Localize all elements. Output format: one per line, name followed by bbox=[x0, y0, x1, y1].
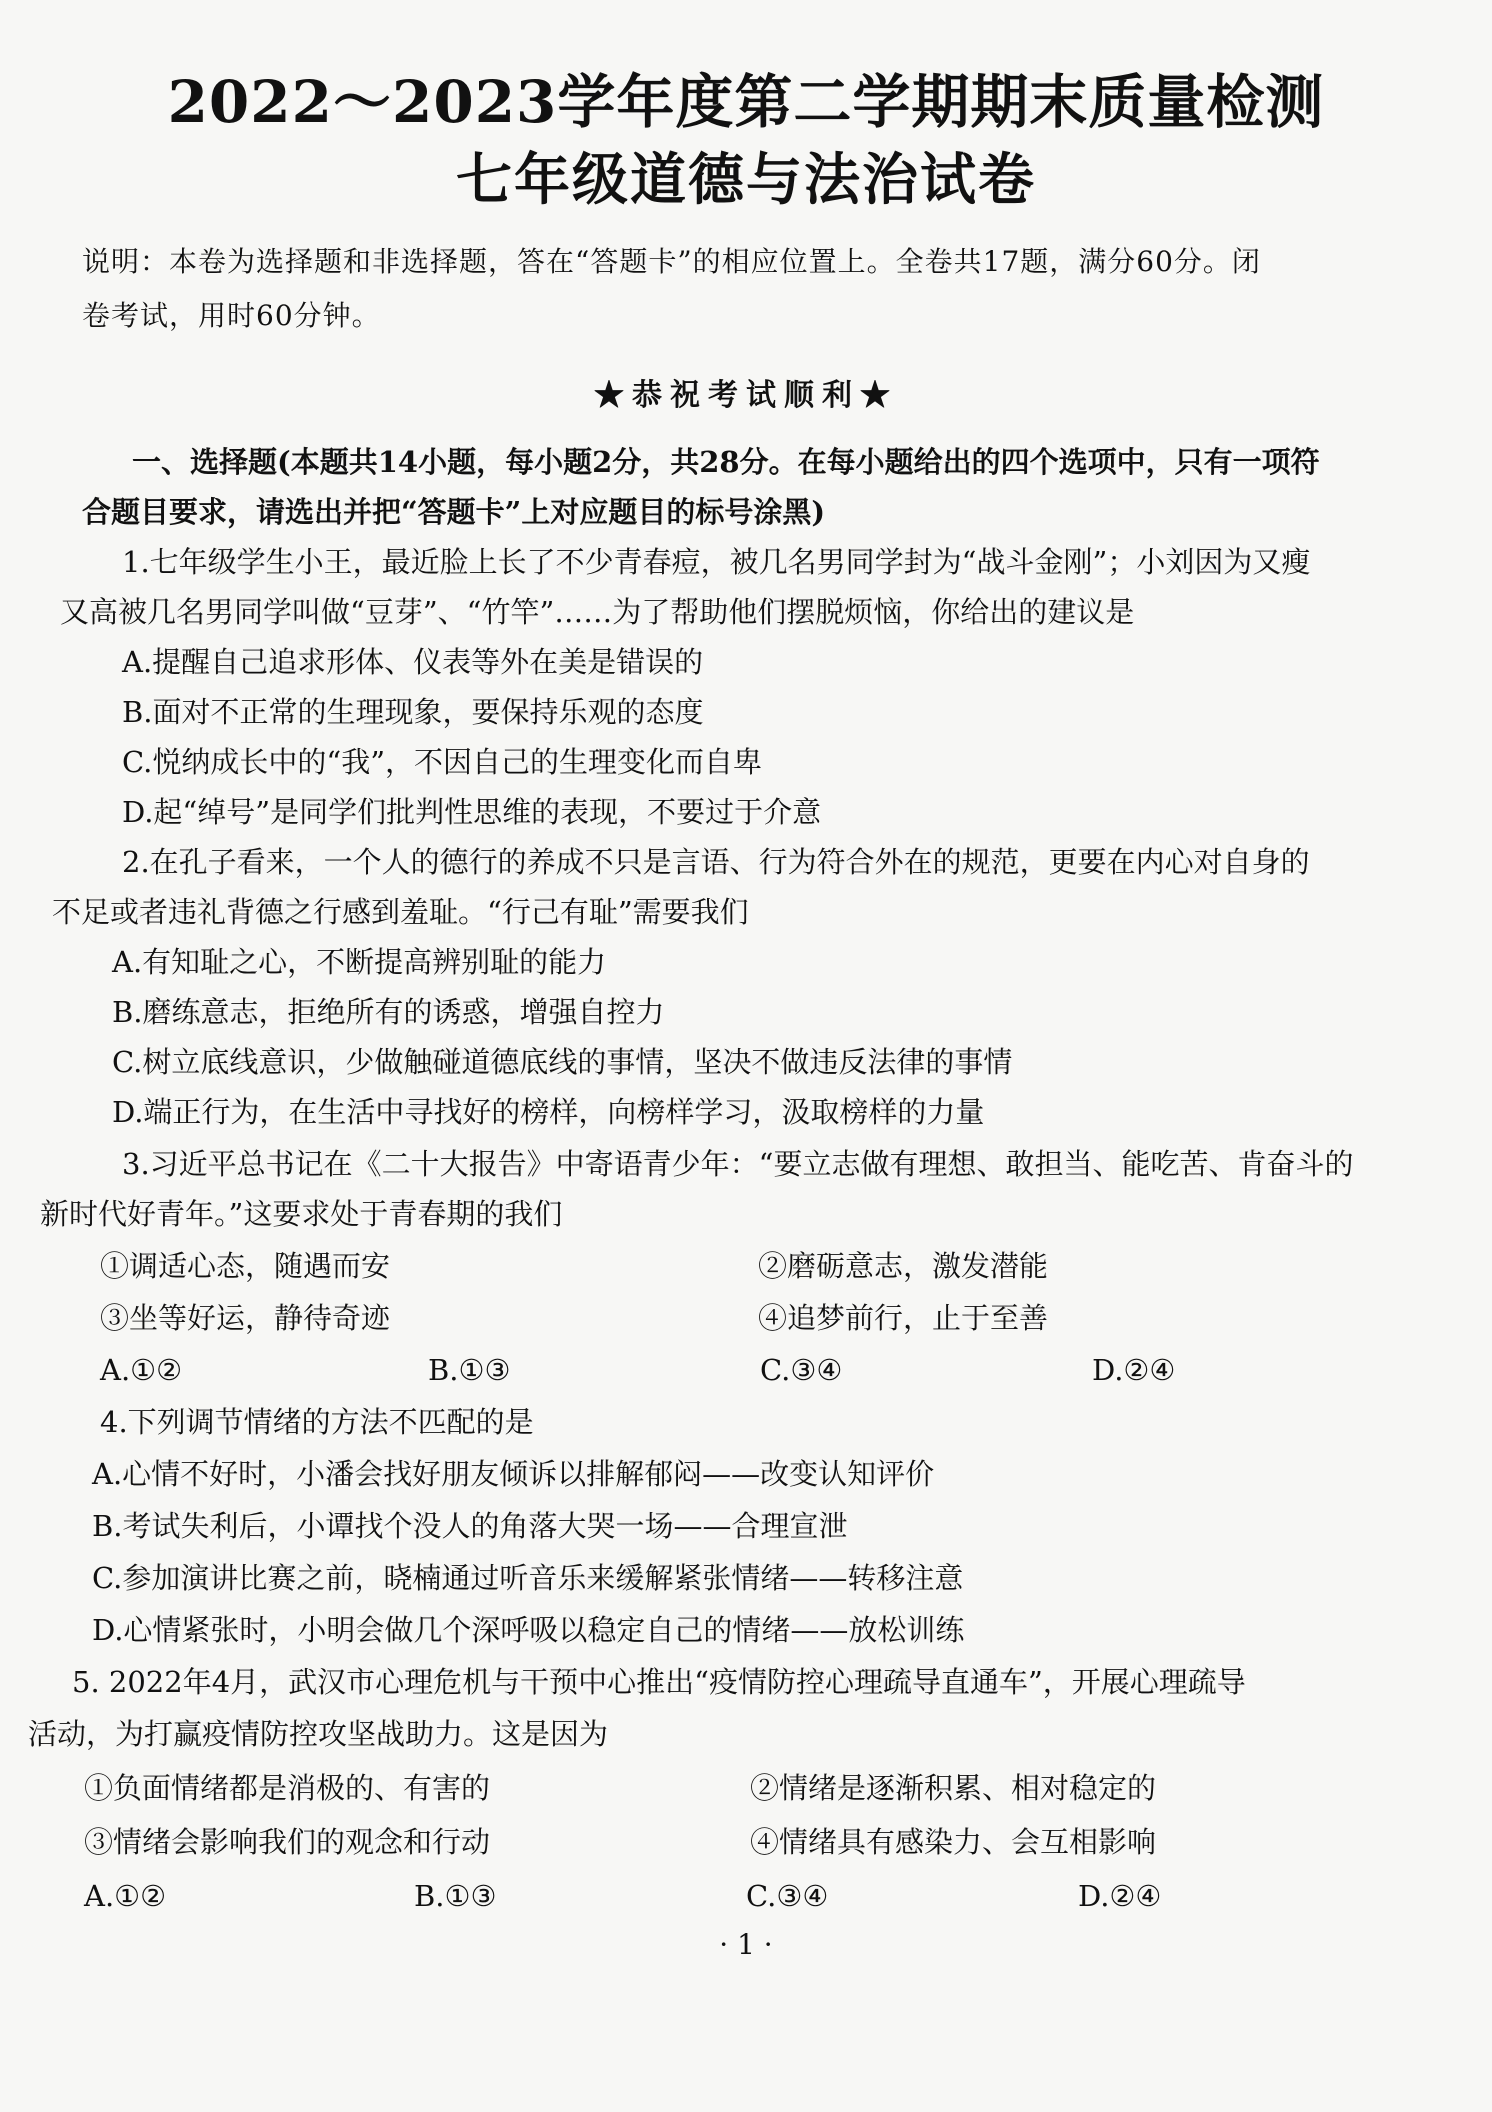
q5-stem-line1: 5. 2022年4月，武汉市心理危机与干预中心推出“疫情防控心理疏导直通车”，开展心理疏导 bbox=[72, 1665, 1246, 1699]
q5-item-4: ④情绪具有感染力、会互相影响 bbox=[750, 1825, 1157, 1859]
q2-option-d: D.端正行为，在生活中寻找好的榜样，向榜样学习，汲取榜样的力量 bbox=[112, 1095, 985, 1129]
q3-option-d: D.②④ bbox=[1092, 1353, 1176, 1387]
q5-item-2: ②情绪是逐渐积累、相对稳定的 bbox=[750, 1771, 1157, 1805]
q1-option-c: C.悦纳成长中的“我”，不因自己的生理变化而自卑 bbox=[122, 745, 763, 779]
q5-stem-line2: 活动，为打赢疫情防控攻坚战助力。这是因为 bbox=[28, 1717, 609, 1751]
instructions-line1: 说明：本卷为选择题和非选择题，答在“答题卡”的相应位置上。全卷共17题，满分60分。闭 bbox=[82, 245, 1261, 278]
q4-option-d: D.心情紧张时，小明会做几个深呼吸以稳定自己的情绪——放松训练 bbox=[92, 1613, 965, 1647]
q1-option-b: B.面对不正常的生理现象，要保持乐观的态度 bbox=[122, 695, 704, 729]
q5-option-b: B.①③ bbox=[414, 1879, 497, 1913]
q2-stem-line1: 2.在孔子看来，一个人的德行的养成不只是言语、行为符合外在的规范，更要在内心对自身的 bbox=[122, 845, 1310, 879]
q5-option-d: D.②④ bbox=[1078, 1879, 1162, 1913]
q5-option-a: A.①② bbox=[84, 1879, 167, 1913]
instructions-line2: 卷考试，用时60分钟。 bbox=[82, 299, 381, 332]
q2-option-b: B.磨练意志，拒绝所有的诱惑，增强自控力 bbox=[112, 995, 665, 1029]
page-number: · 1 · bbox=[719, 1928, 773, 1961]
q5-item-3: ③情绪会影响我们的观念和行动 bbox=[84, 1825, 491, 1859]
q1-option-d: D.起“绰号”是同学们批判性思维的表现，不要过于介意 bbox=[122, 795, 822, 829]
q1-stem-line1: 1.七年级学生小王，最近脸上长了不少青春痘，被几名男同学封为“战斗金刚”；小刘因为又瘦 bbox=[122, 545, 1311, 579]
q4-option-c: C.参加演讲比赛之前，晓楠通过听音乐来缓解紧张情绪——转移注意 bbox=[92, 1561, 964, 1595]
q3-item-1: ①调适心态，随遇而安 bbox=[100, 1249, 391, 1283]
q5-option-c: C.③④ bbox=[746, 1879, 829, 1913]
q4-option-b: B.考试失利后，小谭找个没人的角落大哭一场——合理宣泄 bbox=[92, 1509, 848, 1543]
section1-heading-line1: 一、选择题(本题共14小题，每小题2分，共28分。在每小题给出的四个选项中，只有一项符 bbox=[132, 445, 1320, 479]
q3-option-b: B.①③ bbox=[428, 1353, 511, 1387]
q3-option-a: A.①② bbox=[100, 1353, 183, 1387]
q3-stem-line1: 3.习近平总书记在《二十大报告》中寄语青少年：“要立志做有理想、敢担当、能吃苦、肯奋斗的 bbox=[122, 1147, 1354, 1181]
q3-option-c: C.③④ bbox=[760, 1353, 843, 1387]
exam-title-line2: 七年级道德与法治试卷 bbox=[456, 147, 1036, 213]
good-luck-banner: ★恭祝考试顺利★ bbox=[594, 378, 898, 413]
q2-stem-line2: 不足或者违礼背德之行感到羞耻。“行己有耻”需要我们 bbox=[52, 895, 749, 929]
q4-stem-line1: 4.下列调节情绪的方法不匹配的是 bbox=[100, 1405, 534, 1439]
q1-stem-line2: 又高被几名男同学叫做“豆芽”、“竹竿”……为了帮助他们摆脱烦恼，你给出的建议是 bbox=[60, 595, 1135, 629]
q3-item-2: ②磨砺意志，激发潜能 bbox=[758, 1249, 1049, 1283]
q5-item-1: ①负面情绪都是消极的、有害的 bbox=[84, 1771, 491, 1805]
q1-option-a: A.提醒自己追求形体、仪表等外在美是错误的 bbox=[122, 645, 704, 679]
q3-stem-line2: 新时代好青年。”这要求处于青春期的我们 bbox=[40, 1197, 563, 1231]
q4-option-a: A.心情不好时，小潘会找好朋友倾诉以排解郁闷——改变认知评价 bbox=[92, 1457, 935, 1491]
q3-item-4: ④追梦前行，止于至善 bbox=[758, 1301, 1049, 1335]
q2-option-c: C.树立底线意识，少做触碰道德底线的事情，坚决不做违反法律的事情 bbox=[112, 1045, 1013, 1079]
q2-option-a: A.有知耻之心，不断提高辨别耻的能力 bbox=[112, 945, 607, 979]
exam-title-line1: 2022～2023学年度第二学期期末质量检测 bbox=[167, 68, 1325, 136]
q3-item-3: ③坐等好运，静待奇迹 bbox=[100, 1301, 391, 1335]
section1-heading-line2: 合题目要求，请选出并把“答题卡”上对应题目的标号涂黑) bbox=[82, 495, 826, 529]
